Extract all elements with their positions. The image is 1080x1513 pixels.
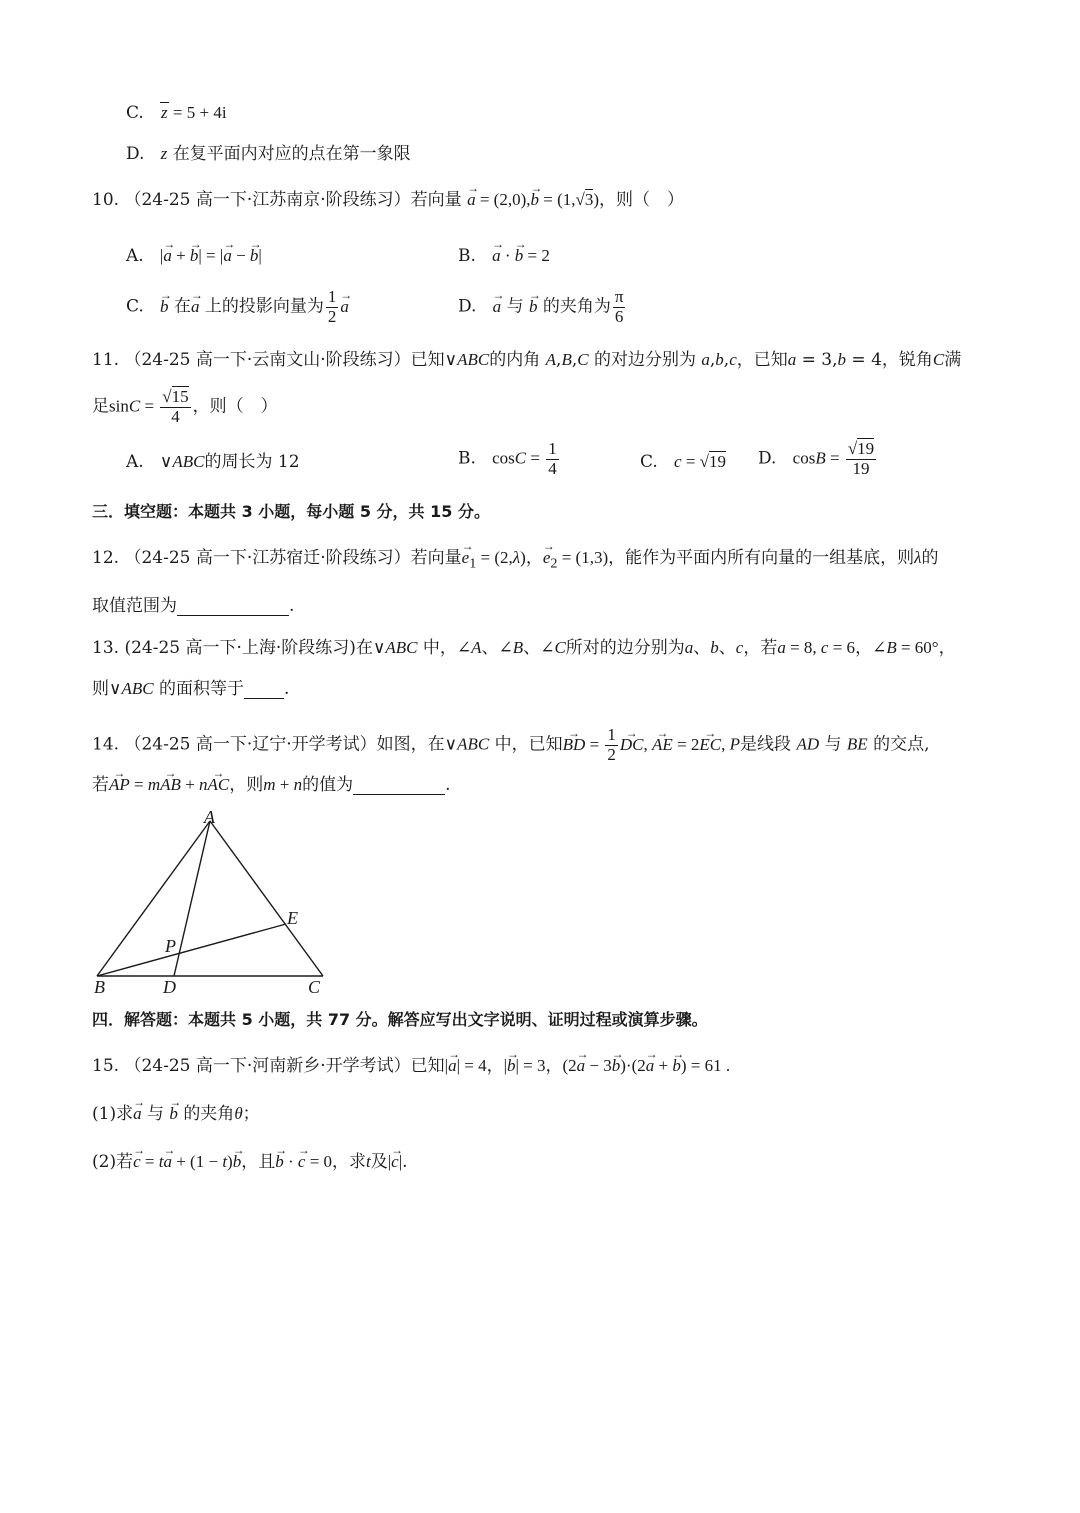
question-number: 11. [92,350,120,370]
stem-text: ， [545,1056,563,1076]
stem-text: 与 [147,1104,164,1124]
q15-stem: 15. （24-25 高一下·河南新乡·开学考试）已知|→ a| = 4，|→ b| = 3，(2→ a − 3→ b)·(2→ a + → b) = 61 . [92,1056,730,1076]
stem-text: 如图，在 [376,734,445,755]
stem-text: . [289,596,295,616]
stem-text: ，则（ ） [192,396,278,417]
stem-text: 取值范围为 [92,596,177,616]
stem-text: 若向量 [410,548,462,568]
q9-option-d [126,144,411,164]
stem-text: . [402,1152,408,1172]
segment-be [97,924,286,976]
q13-stem-line1: 13. (24-25 高一下·上海·阶段练习)在∨ABC 中，∠A、∠B、∠C所对的边分别为a、b、c，若a = 8, c = 6，∠B = 60°， [92,638,956,658]
question-number: 15. [92,1056,120,1076]
stem-text: (2)若 [92,1152,134,1172]
question-number: 14. [92,734,120,755]
stem-text: ， [938,638,956,658]
option-label: D. [758,448,777,469]
stem-text: ，求 [332,1152,367,1172]
fraction: $\frac{\pi}{6}$ [614,287,624,326]
point-label-a: A [204,807,215,827]
variable: z [160,144,168,163]
option-label: B. [458,448,476,469]
fraction: $\frac{1}{2}$ [327,287,337,326]
q10-option-d: D. → a 与 → b 的夹角为 $\frac{\pi}{6}$ [458,288,627,326]
stem-text: ，能作为平面内所有向量的一组基底，则 [608,548,915,568]
stem-text: 的对边分别为 [593,350,696,370]
stem-text: 中，已知 [494,734,563,755]
stem-text: ，若 [743,638,778,658]
q11-option-b: B. cosC = $\frac{1}{4}$ [458,439,557,478]
stem-text: ，则 [229,775,264,795]
question-source: (24-25 高一下·上海·阶段练习) [124,638,356,658]
stem-text: 及 [370,1152,388,1172]
question-number: 10. [92,190,120,210]
q15-part2: (2)若→ c = t→ a + (1 − t)→ b，且→ b · → c = 0，求t及|→ c|. [92,1152,408,1172]
side-ac [210,821,323,976]
option-label: A. [126,246,144,266]
stem-text: 的值为 [302,775,354,795]
fraction: $\frac{√19}{19}$ [847,439,875,478]
stem-text: 在 [355,638,373,658]
option-label: C. [126,296,144,317]
question-source: （24-25 高一下·江苏南京·阶段练习） [124,190,411,210]
q10-option-a [126,246,262,266]
q11-option-d: D. cosB = $\frac{√19}{19}$ [758,439,875,478]
triangle-figure [86,805,346,1005]
stem-text: ； [242,1104,260,1124]
stem-text: 若向量 [410,190,462,210]
q10-option-c: C. → b 在→ a 上的投影向量为 $\frac{1}{2}$ → a [126,288,349,326]
stem-text: 已知 [410,1056,445,1076]
section-heading: 三．填空题：本题共 3 小题，每小题 5 分，共 15 分。 [92,502,490,521]
point-label-c: C [308,977,321,997]
stem-text: 足 [92,396,109,417]
stem-text: 所对的边分别为 [565,638,685,658]
q14-stem-line2: 若→ AP = m→ AB + n→ AC，则m + n的值为 . [92,775,451,795]
stem-text: 已知 [410,350,445,370]
formula: → a = (2,0),→ b = (1,√3) [467,190,599,209]
stem-text: 的面积等于 [158,679,244,699]
option-text: 在复平面内对应的点在第一象限 [172,144,411,164]
q9-option-c [126,103,227,123]
q11-stem-line2: 足sinC = $\frac{√15}{4}$ ，则（ ） [92,387,278,426]
q13-stem-line2: 则∨ABC 的面积等于 . [92,679,290,699]
q12-stem-line1: 12. （24-25 高一下·江苏宿迁·阶段练习）若向量→ $e_1 = (2,\lambda)$，→ $e_2 = (1,3)$，能作为平面内所有向量的一组基底，则λ的 [92,548,939,572]
stem-text: 中， [422,638,457,658]
stem-text: ，已知 [736,350,788,370]
option-label: C. [640,452,658,472]
stem-text: 则 [92,679,109,699]
question-source: （24-25 高一下·云南文山·阶段练习） [124,350,411,370]
option-text: 的夹角为 [542,296,611,317]
fraction: $\frac{1}{2}$ [607,725,616,764]
question-number: 13. [92,638,120,658]
stem-text: ，则（ ） [599,190,685,210]
q11-stem-line1: 11. （24-25 高一下·云南文山·阶段练习）已知∨ABC的内角 A,B,C 的对边分别为 a,b,c，已知a = 3,b = 4，锐角C满 [92,350,962,370]
q10-stem [92,190,684,210]
point-label-e: E [287,908,298,928]
answer-blank[interactable] [353,777,445,795]
option-label: D. [126,144,145,164]
stem-text: . [283,679,290,699]
stem-text: ，锐角 [881,350,933,370]
answer-blank[interactable] [177,598,289,616]
stem-text: 是线段 [740,734,792,755]
stem-text: 与 [824,734,842,755]
side-ab [97,821,210,976]
stem-text: ， [486,1056,504,1076]
stem-text: 的夹角 [183,1104,235,1124]
option-label: A. [126,452,144,472]
formula: z = 5 + 4i [161,103,227,122]
option-text: 的周长为 12 [204,452,300,472]
stem-text: ，且 [241,1152,276,1172]
question-source: （24-25 高一下·江苏宿迁·阶段练习） [124,548,411,568]
stem-text: 的 [921,548,939,568]
stem-text: 若 [92,775,109,795]
stem-text: (1)求 [92,1104,134,1124]
option-text: 在 [173,296,191,317]
answer-blank[interactable] [244,681,284,699]
option-label: C. [126,103,144,123]
option-label: B. [458,246,476,266]
q12-stem-line2 [92,596,294,616]
point-label-p: P [165,936,176,956]
stem-text: 的内角 [489,350,541,370]
point-label-d: D [163,977,176,997]
question-source: （24-25 高一下·河南新乡·开学考试） [124,1056,411,1076]
option-label: D. [458,296,477,317]
formula: → a · → b = 2 [492,246,550,265]
fraction: $\frac{1}{4}$ [548,439,557,478]
stem-text: . [445,775,451,795]
section-heading: 四．解答题：本题共 5 小题，共 77 分。解答应写出文字说明、证明过程或演算步骤。 [92,1010,708,1029]
stem-text: 满 [944,350,962,370]
stem-text: 的交点, [873,734,930,755]
option-text: 与 [506,296,524,317]
q11-option-a: A. ∨ABC的周长为 12 [126,452,300,472]
q10-option-b [458,246,550,266]
question-number: 12. [92,548,120,568]
formula: |→ a + → b| = |→ a − → b| [160,246,262,265]
q14-stem-line1: 14. （24-25 高一下·辽宁·开学考试）如图，在∨ABC 中，已知→ BD = $\frac{1}{2}$ → DC, → AE = 2→ EC, P是线段 AD 与 BE 的交点, [92,726,930,764]
fraction: $\frac{√15}{4}$ [162,387,189,426]
q11-option-c: C. c = √19 [640,452,727,472]
question-source: （24-25 高一下·辽宁·开学考试） [124,734,377,755]
q15-part1: (1)求→ a 与 → b 的夹角θ； [92,1104,260,1124]
point-label-b: B [94,977,105,997]
option-text: 上的投影向量为 [204,296,324,317]
